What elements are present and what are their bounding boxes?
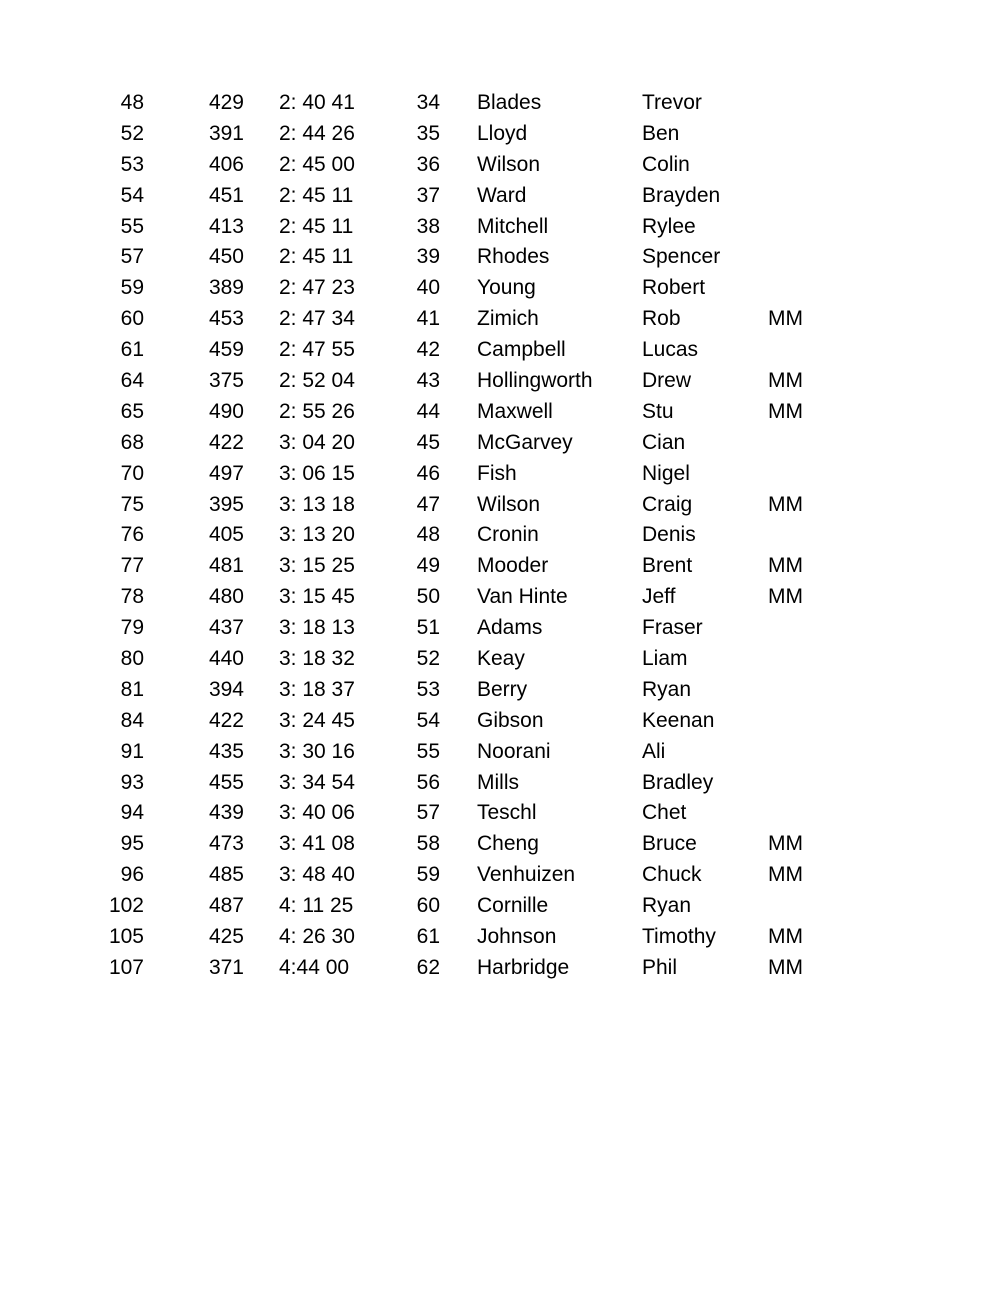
table-row: [0, 582, 1000, 613]
division-place-cell: 42: [416, 338, 440, 362]
finish-time-cell: 4: 11 25: [279, 894, 354, 918]
bib-number-cell: 451: [208, 183, 244, 207]
last-name-cell: Fish: [477, 461, 517, 485]
last-name-cell: Mills: [477, 770, 519, 794]
finish-time-cell: 3: 13 20: [279, 523, 355, 547]
table-row: [0, 459, 1000, 490]
table-row: [0, 520, 1000, 551]
first-name-cell: Chuck: [642, 863, 702, 887]
finish-time-cell: 3: 15 45: [279, 585, 355, 609]
finish-time-cell: 2: 44 26: [279, 121, 355, 145]
last-name-cell: Cronin: [477, 523, 539, 547]
first-name-cell: Rob: [642, 307, 681, 331]
table-row: [0, 768, 1000, 799]
overall-place-cell: 81: [120, 677, 144, 701]
last-name-cell: Noorani: [477, 739, 551, 763]
table-row: [0, 304, 1000, 335]
division-place-cell: 48: [416, 523, 440, 547]
table-row: [0, 860, 1000, 891]
first-name-cell: Lucas: [642, 338, 699, 362]
bib-number-cell: 497: [208, 461, 244, 485]
bib-number-cell: 450: [208, 245, 244, 269]
category-cell: MM: [768, 925, 803, 949]
last-name-cell: Rhodes: [477, 245, 550, 269]
category-cell: MM: [768, 955, 803, 979]
division-place-cell: 62: [416, 955, 440, 979]
bib-number-cell: 394: [208, 677, 244, 701]
category-cell: MM: [768, 863, 803, 887]
table-row: [0, 242, 1000, 273]
overall-place-cell: 77: [120, 554, 144, 578]
division-place-cell: 57: [416, 801, 440, 825]
table-row: [0, 181, 1000, 212]
division-place-cell: 35: [416, 121, 440, 145]
table-row: [0, 150, 1000, 181]
finish-time-cell: 3: 30 16: [279, 739, 355, 763]
division-place-cell: 54: [416, 708, 440, 732]
bib-number-cell: 406: [208, 152, 244, 176]
finish-time-cell: 2: 40 41: [279, 91, 355, 114]
table-row: [0, 551, 1000, 582]
table-row: [0, 335, 1000, 366]
last-name-cell: Gibson: [477, 708, 544, 732]
table-row: [0, 829, 1000, 860]
division-place-cell: 56: [416, 770, 440, 794]
bib-number-cell: 453: [208, 307, 244, 331]
overall-place-cell: 57: [120, 245, 144, 269]
division-place-cell: 41: [416, 307, 440, 331]
first-name-cell: Ben: [642, 121, 680, 145]
finish-time-cell: 2: 52 04: [279, 369, 355, 393]
overall-place-cell: 95: [120, 832, 144, 856]
bib-number-cell: 389: [208, 276, 244, 300]
bib-number-cell: 440: [208, 647, 244, 671]
finish-time-cell: 3: 34 54: [279, 770, 355, 794]
first-name-cell: Colin: [642, 152, 690, 176]
bib-number-cell: 480: [208, 585, 244, 609]
table-row: [0, 737, 1000, 768]
last-name-cell: Van Hinte: [477, 585, 568, 609]
division-place-cell: 52: [416, 647, 440, 671]
last-name-cell: Teschl: [477, 801, 537, 825]
bib-number-cell: 375: [208, 369, 244, 393]
first-name-cell: Ali: [642, 739, 666, 763]
first-name-cell: Spencer: [642, 245, 721, 269]
overall-place-cell: 52: [120, 121, 144, 145]
bib-number-cell: 395: [208, 492, 244, 516]
division-place-cell: 53: [416, 677, 440, 701]
overall-place-cell: 105: [108, 925, 144, 949]
overall-place-cell: 65: [120, 399, 144, 423]
bib-number-cell: 459: [208, 338, 244, 362]
finish-time-cell: 4: 26 30: [279, 925, 355, 949]
bib-number-cell: 422: [208, 430, 244, 454]
bib-number-cell: 425: [208, 925, 244, 949]
last-name-cell: Zimich: [477, 307, 539, 331]
division-place-cell: 43: [416, 369, 440, 393]
first-name-cell: Chet: [642, 801, 687, 825]
division-place-cell: 59: [416, 863, 440, 887]
finish-time-cell: 2: 47 55: [279, 338, 355, 362]
division-place-cell: 47: [416, 492, 440, 516]
finish-time-cell: 2: 55 26: [279, 399, 355, 423]
last-name-cell: Young: [477, 276, 536, 300]
overall-place-cell: 94: [120, 801, 144, 825]
table-row: [0, 397, 1000, 428]
finish-time-cell: 3: 41 08: [279, 832, 355, 856]
division-place-cell: 36: [416, 152, 440, 176]
last-name-cell: Ward: [477, 183, 527, 207]
table-row: [0, 798, 1000, 829]
category-cell: MM: [768, 307, 803, 331]
finish-time-cell: 3: 13 18: [279, 492, 355, 516]
finish-time-cell: 3: 15 25: [279, 554, 355, 578]
first-name-cell: Craig: [642, 492, 693, 516]
first-name-cell: Timothy: [642, 925, 716, 949]
bib-number-cell: 437: [208, 616, 244, 640]
last-name-cell: Mooder: [477, 554, 549, 578]
bib-number-cell: 473: [208, 832, 244, 856]
finish-time-cell: 2: 47 34: [279, 307, 355, 331]
finish-time-cell: 3: 18 32: [279, 647, 355, 671]
overall-place-cell: 80: [120, 647, 144, 671]
table-row: [0, 706, 1000, 737]
first-name-cell: Robert: [642, 276, 706, 300]
division-place-cell: 50: [416, 585, 440, 609]
division-place-cell: 37: [416, 183, 440, 207]
last-name-cell: Keay: [477, 647, 525, 671]
bib-number-cell: 481: [208, 554, 244, 578]
last-name-cell: Johnson: [477, 925, 557, 949]
table-row: [0, 675, 1000, 706]
finish-time-cell: 2: 45 00: [279, 152, 355, 176]
first-name-cell: Liam: [642, 647, 688, 671]
overall-place-cell: 78: [120, 585, 144, 609]
overall-place-cell: 93: [120, 770, 144, 794]
overall-place-cell: 84: [120, 708, 144, 732]
overall-place-cell: 54: [120, 183, 144, 207]
finish-time-cell: 4:44 00: [279, 955, 350, 979]
bib-number-cell: 485: [208, 863, 244, 887]
first-name-cell: Denis: [642, 523, 696, 547]
division-place-cell: 49: [416, 554, 440, 578]
category-cell: MM: [768, 369, 803, 393]
last-name-cell: Mitchell: [477, 214, 549, 238]
division-place-cell: 39: [416, 245, 440, 269]
overall-place-cell: 75: [120, 492, 144, 516]
division-place-cell: 60: [416, 894, 440, 918]
first-name-cell: Jeff: [642, 585, 676, 609]
last-name-cell: Wilson: [477, 152, 541, 176]
division-place-cell: 34: [416, 91, 440, 114]
bib-number-cell: 422: [208, 708, 244, 732]
table-row: [0, 88, 1000, 119]
last-name-cell: Cheng: [477, 832, 539, 856]
last-name-cell: Campbell: [477, 338, 566, 362]
first-name-cell: Stu: [642, 399, 674, 423]
last-name-cell: Cornille: [477, 894, 549, 918]
bib-number-cell: 391: [208, 121, 244, 145]
bib-number-cell: 490: [208, 399, 244, 423]
first-name-cell: Brent: [642, 554, 693, 578]
overall-place-cell: 68: [120, 430, 144, 454]
last-name-cell: Lloyd: [477, 121, 528, 145]
division-place-cell: 44: [416, 399, 440, 423]
category-cell: MM: [768, 399, 803, 423]
table-row: [0, 891, 1000, 922]
overall-place-cell: 55: [120, 214, 144, 238]
finish-time-cell: 3: 18 37: [279, 677, 355, 701]
division-place-cell: 58: [416, 832, 440, 856]
division-place-cell: 55: [416, 739, 440, 763]
bib-number-cell: 455: [208, 770, 244, 794]
first-name-cell: Trevor: [642, 91, 702, 114]
last-name-cell: Harbridge: [477, 955, 570, 979]
finish-time-cell: 3: 40 06: [279, 801, 355, 825]
table-row: [0, 953, 1000, 984]
first-name-cell: Fraser: [642, 616, 703, 640]
last-name-cell: McGarvey: [477, 430, 573, 454]
table-row: [0, 428, 1000, 459]
finish-time-cell: 2: 45 11: [279, 245, 354, 269]
first-name-cell: Cian: [642, 430, 686, 454]
overall-place-cell: 79: [120, 616, 144, 640]
results-table: [0, 88, 1000, 984]
overall-place-cell: 61: [120, 338, 144, 362]
overall-place-cell: 102: [108, 894, 144, 918]
first-name-cell: Brayden: [642, 183, 721, 207]
table-row: [0, 644, 1000, 675]
division-place-cell: 61: [416, 925, 440, 949]
division-place-cell: 51: [416, 616, 440, 640]
last-name-cell: Blades: [477, 91, 542, 114]
bib-number-cell: 439: [208, 801, 244, 825]
first-name-cell: Drew: [642, 369, 692, 393]
last-name-cell: Maxwell: [477, 399, 553, 423]
first-name-cell: Ryan: [642, 894, 692, 918]
finish-time-cell: 3: 04 20: [279, 430, 355, 454]
table-row: [0, 922, 1000, 953]
last-name-cell: Berry: [477, 677, 528, 701]
finish-time-cell: 3: 06 15: [279, 461, 355, 485]
first-name-cell: Bruce: [642, 832, 697, 856]
overall-place-cell: 48: [120, 91, 144, 114]
first-name-cell: Bradley: [642, 770, 714, 794]
overall-place-cell: 76: [120, 523, 144, 547]
category-cell: MM: [768, 832, 803, 856]
category-cell: MM: [768, 492, 803, 516]
finish-time-cell: 2: 45 11: [279, 214, 354, 238]
table-row: [0, 490, 1000, 521]
last-name-cell: Venhuizen: [477, 863, 576, 887]
division-place-cell: 45: [416, 430, 440, 454]
finish-time-cell: 2: 47 23: [279, 276, 355, 300]
category-cell: MM: [768, 585, 803, 609]
table-row: [0, 366, 1000, 397]
bib-number-cell: 405: [208, 523, 244, 547]
table-row: [0, 212, 1000, 243]
table-row: [0, 119, 1000, 150]
bib-number-cell: 435: [208, 739, 244, 763]
bib-number-cell: 371: [208, 955, 244, 979]
table-row: [0, 613, 1000, 644]
first-name-cell: Rylee: [642, 214, 696, 238]
finish-time-cell: 3: 24 45: [279, 708, 355, 732]
overall-place-cell: 59: [120, 276, 144, 300]
division-place-cell: 40: [416, 276, 440, 300]
last-name-cell: Adams: [477, 616, 543, 640]
overall-place-cell: 91: [120, 739, 144, 763]
table-row: [0, 273, 1000, 304]
division-place-cell: 38: [416, 214, 440, 238]
first-name-cell: Keenan: [642, 708, 715, 732]
finish-time-cell: 3: 18 13: [279, 616, 355, 640]
last-name-cell: Hollingworth: [477, 369, 593, 393]
overall-place-cell: 107: [108, 955, 144, 979]
division-place-cell: 46: [416, 461, 440, 485]
overall-place-cell: 60: [120, 307, 144, 331]
overall-place-cell: 53: [120, 152, 144, 176]
bib-number-cell: 487: [208, 894, 244, 918]
category-cell: MM: [768, 554, 803, 578]
overall-place-cell: 96: [120, 863, 144, 887]
first-name-cell: Phil: [642, 955, 678, 979]
overall-place-cell: 70: [120, 461, 144, 485]
finish-time-cell: 3: 48 40: [279, 863, 355, 887]
first-name-cell: Ryan: [642, 677, 692, 701]
first-name-cell: Nigel: [642, 461, 690, 485]
overall-place-cell: 64: [120, 369, 144, 393]
last-name-cell: Wilson: [477, 492, 541, 516]
finish-time-cell: 2: 45 11: [279, 183, 354, 207]
bib-number-cell: 413: [208, 214, 244, 238]
bib-number-cell: 429: [208, 91, 244, 114]
